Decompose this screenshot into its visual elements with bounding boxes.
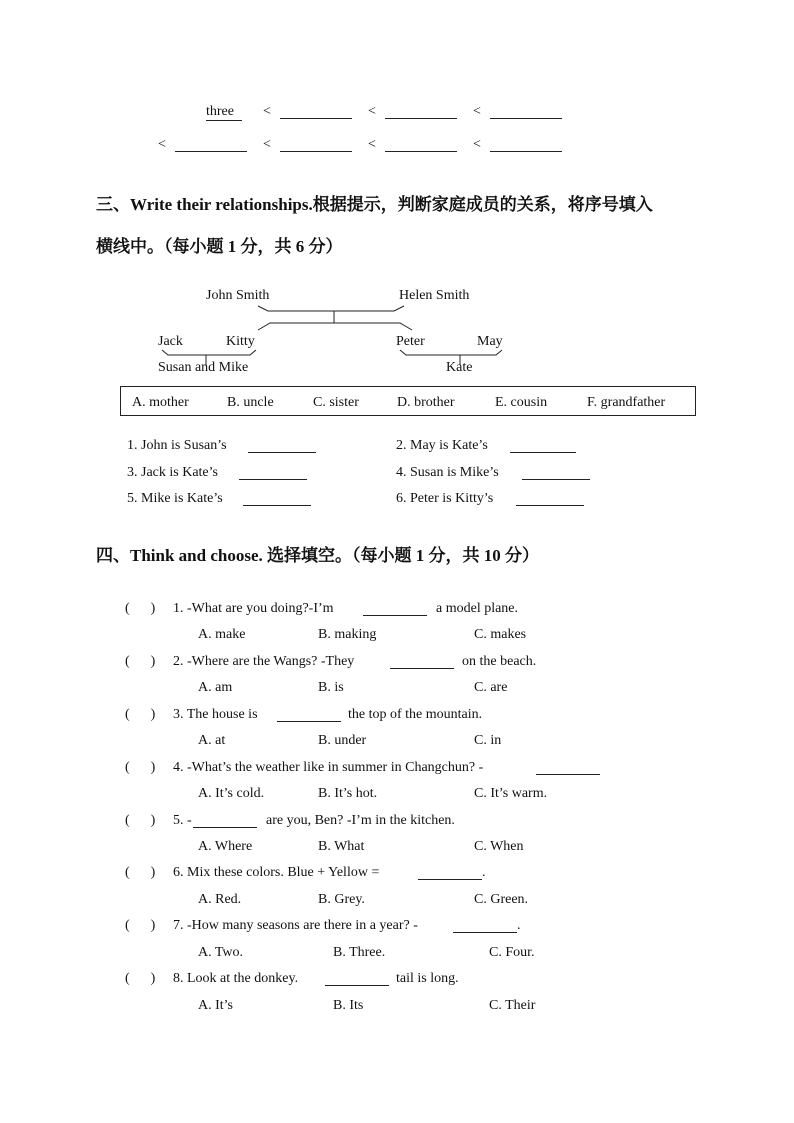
answer-blank[interactable] [536, 760, 600, 775]
mc-question-text: 6. Mix these colors. Blue + Yellow = [173, 865, 380, 880]
option-b[interactable]: B. Its [333, 998, 364, 1013]
option-a[interactable]: A. at [198, 733, 226, 748]
option-c[interactable]: C. Their [489, 998, 536, 1013]
relationship-choices-box [120, 386, 696, 416]
tree-helen-smith: Helen Smith [399, 288, 470, 303]
mc-question-tail: are you, Ben? -I’m in the kitchen. [266, 813, 455, 828]
answer-blank[interactable] [243, 491, 311, 506]
option-b[interactable]: B. under [318, 733, 367, 748]
answer-paren[interactable]: ( ) [125, 865, 156, 880]
mc-question-tail: . [482, 865, 486, 880]
answer-paren[interactable]: ( ) [125, 654, 156, 669]
answer-paren[interactable]: ( ) [125, 707, 156, 722]
choice-option: C. sister [313, 395, 359, 410]
answer-blank[interactable] [248, 438, 316, 453]
option-a[interactable]: A. Red. [198, 892, 242, 907]
option-a[interactable]: A. make [198, 627, 246, 642]
option-c[interactable]: C. Green. [474, 892, 529, 907]
answer-paren[interactable]: ( ) [125, 971, 156, 986]
section3-heading-line2: 横线中。（每小题 1 分，共 6 分） [96, 237, 343, 256]
tree-may: May [477, 334, 503, 349]
less-than-sign: < [368, 104, 376, 119]
section4-heading: 四、Think and choose. 选择填空。（每小题 1 分，共 10 分） [96, 546, 539, 565]
option-c[interactable]: C. in [474, 733, 502, 748]
mc-question-tail: a model plane. [436, 601, 519, 616]
option-b[interactable]: B. Three. [333, 945, 386, 960]
relationship-question: 1. John is Susan’s [127, 438, 227, 453]
option-c[interactable]: C. When [474, 839, 524, 854]
answer-paren[interactable]: ( ) [125, 918, 156, 933]
answer-blank[interactable] [522, 465, 590, 480]
relationship-question: 3. Jack is Kate’s [127, 465, 218, 480]
answer-paren[interactable]: ( ) [125, 813, 156, 828]
answer-blank[interactable] [193, 813, 257, 828]
option-a[interactable]: A. am [198, 680, 233, 695]
option-b[interactable]: B. making [318, 627, 377, 642]
choice-option: E. cousin [495, 395, 548, 410]
mc-question-text: 1. -What are you doing?-I’m [173, 601, 334, 616]
relationship-question: 6. Peter is Kitty’s [396, 491, 494, 506]
mc-question-tail: tail is long. [396, 971, 459, 986]
relationship-question: 4. Susan is Mike’s [396, 465, 499, 480]
mc-question-tail: on the beach. [462, 654, 537, 669]
option-b[interactable]: B. What [318, 839, 365, 854]
option-c[interactable]: C. makes [474, 627, 527, 642]
mc-question-text: 7. -How many seasons are there in a year? - [173, 918, 418, 933]
tree-susan-and-mike: Susan and Mike [158, 360, 249, 375]
answer-paren[interactable]: ( ) [125, 760, 156, 775]
mc-question-text: 5. - [173, 813, 192, 828]
answer-blank[interactable] [418, 865, 482, 880]
less-than-sign: < [263, 104, 271, 119]
relationship-question: 5. Mike is Kate’s [127, 491, 223, 506]
mc-question-text: 8. Look at the donkey. [173, 971, 299, 986]
option-a[interactable]: A. Two. [198, 945, 244, 960]
option-a[interactable]: A. Where [198, 839, 253, 854]
answer-blank[interactable] [390, 654, 454, 669]
answer-blank[interactable] [510, 438, 576, 453]
choice-option: F. grandfather [587, 395, 666, 410]
answer-blank[interactable] [277, 707, 341, 722]
order-first-word: three [206, 104, 242, 121]
less-than-sign: < [158, 137, 166, 152]
answer-blank[interactable] [516, 491, 584, 506]
answer-blank[interactable] [453, 918, 517, 933]
choice-option: D. brother [397, 395, 455, 410]
tree-kate: Kate [446, 360, 473, 375]
option-c[interactable]: C. are [474, 680, 508, 695]
mc-question-text: 2. -Where are the Wangs? -They [173, 654, 355, 669]
answer-paren[interactable]: ( ) [125, 601, 156, 616]
answer-blank[interactable] [239, 465, 307, 480]
option-a[interactable]: A. It’s cold. [198, 786, 265, 801]
less-than-sign: < [263, 137, 271, 152]
choice-option: B. uncle [227, 395, 274, 410]
relationship-question: 2. May is Kate’s [396, 438, 488, 453]
tree-kitty: Kitty [226, 334, 255, 349]
option-c[interactable]: C. Four. [489, 945, 535, 960]
option-a[interactable]: A. It’s [198, 998, 233, 1013]
mc-question-tail: . [517, 918, 521, 933]
section3-heading-line1: 三、Write their relationships.根据提示，判断家庭成员的关系，将序号填入 [96, 195, 653, 214]
choice-option: A. mother [132, 395, 189, 410]
less-than-sign: < [368, 137, 376, 152]
answer-blank[interactable] [363, 601, 427, 616]
option-b[interactable]: B. It’s hot. [318, 786, 378, 801]
tree-peter: Peter [396, 334, 425, 349]
answer-blank[interactable] [325, 971, 389, 986]
option-b[interactable]: B. is [318, 680, 344, 695]
family-tree-lines [0, 0, 794, 400]
mc-question-text: 4. -What’s the weather like in summer in Changchun? - [173, 760, 484, 775]
less-than-sign: < [473, 137, 481, 152]
mc-question-tail: the top of the mountain. [348, 707, 483, 722]
mc-question-text: 3. The house is [173, 707, 258, 722]
option-c[interactable]: C. It’s warm. [474, 786, 548, 801]
tree-jack: Jack [158, 334, 183, 349]
tree-john-smith: John Smith [206, 288, 270, 303]
less-than-sign: < [473, 104, 481, 119]
option-b[interactable]: B. Grey. [318, 892, 365, 907]
